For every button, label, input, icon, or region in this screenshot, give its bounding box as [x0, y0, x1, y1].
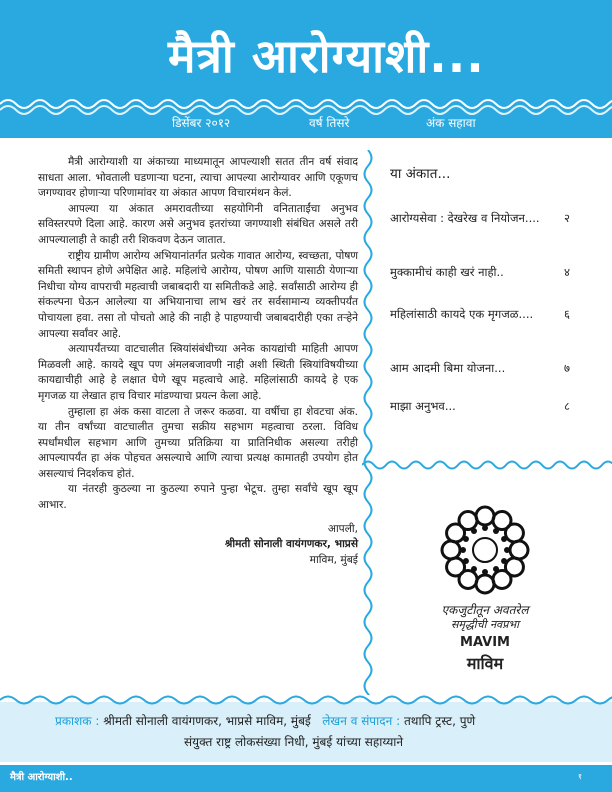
mavim-logo [410, 495, 560, 695]
footer-bar [0, 765, 612, 792]
logo-name-marathi: माविम [466, 654, 504, 673]
toc-item[interactable] [390, 360, 570, 377]
vertical-wave-divider [358, 150, 378, 695]
logo-tagline: समृद्धीची नवप्रभा [450, 618, 520, 631]
toc-item-title: मुक्कामीचं काही खरं नाही.. [390, 265, 504, 279]
issue-info [0, 114, 612, 134]
toc-item-title: आरोग्यसेवा : देखरेख व नियोजन.... [390, 211, 540, 225]
issue-year: वर्ष तिसरे [309, 116, 350, 130]
publisher-label: प्रकाशक : [55, 714, 100, 728]
article-paragraph: आपल्या या अंकात अमरावतीच्या सहयोगिनी वनिताताईंचा अनुभव सविस्तरपणे दिला आहे. कारण असे अनुभव इतरांच्या जगण्याशी संबंधित असले तरी आपल्यालाही ते काही तरी शिकवण देऊन जातात. [38, 202, 358, 246]
article-paragraph: तुम्हाला हा अंक कसा वाटला ते जरूर कळवा. या वर्षीचा हा शेवटचा अंक. या तीन वर्षांच्या वाटचालीत तुमचा सक्रीय सहभाग महत्वाचा ठरला. विविध स्पर्धांमधील सहभाग आणि तुमच्या प्रतिक्रिया या प्रातिनिधीक असल्या तरीही आपल्यापर्यंत हा अंक पोहचत असल्याचे आणि त्याचा प्रत्यक्ष कामातही उपयोग होत असल्याचं निदर्शकच होतं. [38, 405, 358, 480]
toc-item-page: ७ [564, 361, 570, 375]
closing: आपली, [327, 522, 358, 535]
signatory [38, 537, 358, 553]
wave-divider [362, 455, 612, 475]
article-paragraph: राष्ट्रीय ग्रामीण आरोग्य अभियानांतर्गत प्रत्येक गावात आरोग्य, स्वच्छता, पोषण समिती स्थापन होणे अपेक्षित आहे. महिलांचे आरोग्य, पोषण आणि यासाठी येणाऱ्या निधीचा योग्य वापराची महत्वाची जबाबदारी या समितीकडे आहे. सर्वांसाठी आरोग्य ही संकल्पना घेऊन आलेल्या या अभियानाचा लाभ खरं तर सर्वसामान्य व्यक्तीपर्यंत पोचायला हवा. तसा तो पोचतो आहे की नाही हे पाहण्याची जबाबदारीही एका तऱ्हेने आपल्या सर्वांवर आहे. [38, 249, 358, 340]
editorial-article [38, 155, 358, 695]
mavim-emblem-icon [430, 495, 540, 605]
article-paragraph: अत्यापर्यंतच्या वाटचालीत स्त्रियांसंबंधीच्या अनेक कायद्यांची माहिती आपण मिळवली आहे. कायदे खूप पण अंमलबजावणी नाही अशी स्थिती स्त्रियांविषयीच्या कायद्याचीही आहे हे लक्षात घेणे खूप महत्वाचे आहे. महिलांसाठी कायदे हे एक मृगजळ या लेखात हाच विचार मांडण्याचा प्रयत्न केला आहे. [38, 343, 358, 402]
newsletter-title: मैत्री आरोग्याशी... [168, 29, 485, 83]
toc-item-page: ४ [564, 265, 570, 279]
toc-item-page: ८ [564, 399, 570, 413]
editor-label: लेखन व संपादन : [322, 714, 401, 728]
issue-number: अंक सहावा [426, 116, 476, 130]
toc-title: या अंकात... [390, 166, 451, 182]
page-number: १ [577, 772, 582, 781]
wave-divider [0, 92, 612, 116]
masthead-banner [0, 0, 612, 138]
toc-item-page: ६ [564, 307, 570, 321]
support-line: संयुक्त राष्ट्र लोकसंख्या निधी, मुंबई यांच्या सहाय्याने [184, 735, 404, 749]
toc-item[interactable] [390, 306, 570, 323]
credits-line [55, 712, 475, 729]
table-of-contents [385, 148, 585, 453]
toc-item-title: माझा अनुभव... [390, 399, 456, 413]
article-paragraph: या नंतरही कुठल्या ना कुठल्या रुपाने पुन्हा भेटूच. तुम्हा सर्वांचे खूप खूप आभार. [38, 483, 358, 512]
wave-divider [0, 692, 612, 708]
logo-name-english: MAVIM [460, 635, 510, 650]
toc-item-title: महिलांसाठी कायदे एक मृगजळ.... [390, 307, 534, 321]
toc-item[interactable] [390, 210, 570, 227]
toc-item-title: आम आदमी बिमा योजना... [390, 361, 506, 375]
publisher: श्रीमती सोनाली वायंगणकर, भाप्रसे माविम, मुंबई [103, 714, 311, 728]
toc-item[interactable] [390, 264, 570, 281]
credits-band [0, 702, 612, 762]
toc-item-page: २ [564, 211, 570, 225]
editor: तथापि ट्रस्ट, पुणे [403, 714, 476, 728]
logo-tagline: एकजुटीतून अवतरेल [441, 603, 529, 617]
signatory-org: माविम, मुंबई [309, 553, 358, 566]
issue-date: डिसेंबर २०१२ [172, 116, 231, 130]
toc-item[interactable] [390, 398, 570, 415]
signatory-name: श्रीमती सोनाली वायंगणकर, भाप्रसे [224, 538, 358, 551]
article-paragraph: मैत्री आरोग्याशी या अंकाच्या माध्यमातून आपल्याशी सतत तीन वर्ष संवाद साधता आला. भोवताली घडणाऱ्या घटना, त्याचा आपल्या आरोग्यावर आणि एकूणच जगण्यावर होणाऱ्या परिणामांवर या अंकात आपण विचारमंथन केलं. [38, 156, 358, 200]
footer-title: मैत्री आरोग्याशी.. [10, 772, 73, 783]
